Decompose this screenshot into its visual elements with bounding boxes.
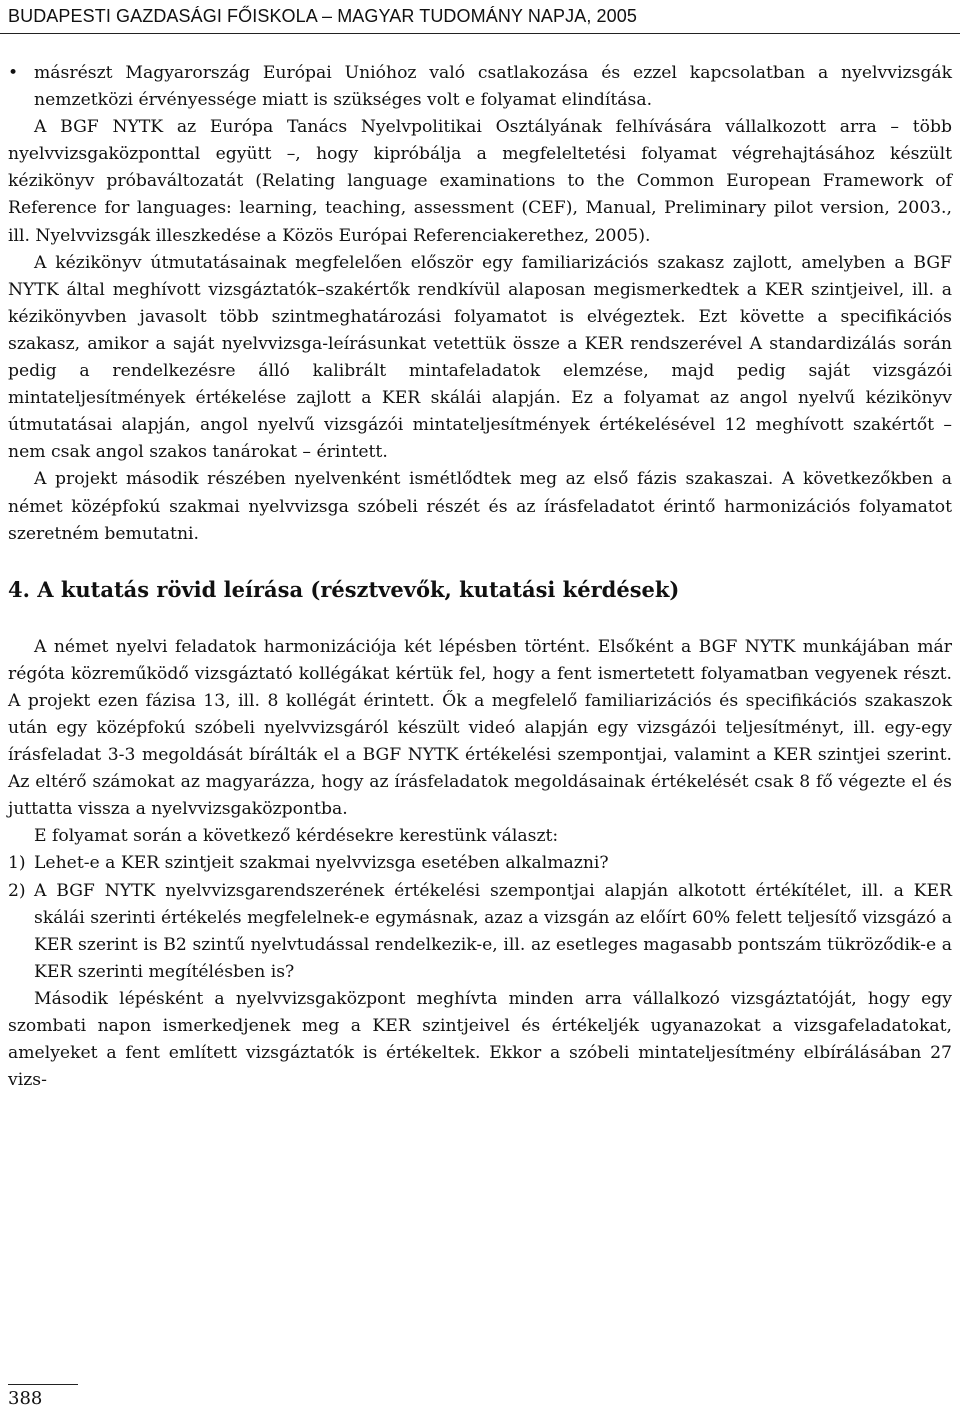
paragraph-1: A BGF NYTK az Európa Tanács Nyelvpolitikai Osztályának felhívására vállalkozott arra – több nyelvvizsgaközponttal együtt –, hogy kipróbálja a megfeleltetési folyamat végrehajtásához készült kézikönyv próbaváltozatát (Relating language examinations to the Common European Framework of Reference for languages: learning, teaching, assessment (CEF), Manual, Preliminary pilot version, 2003., ill. Nyelvvizsgák illeszkedése a Közös Európai Referenciakerethez, 2005).: [8, 117, 952, 246]
question-2: [8, 878, 952, 986]
running-head: BUDAPESTI GAZDASÁGI FŐISKOLA – MAGYAR TUDOMÁNY NAPJA, 2005: [8, 6, 637, 26]
paragraph-3: A projekt második részében nyelvenként ismétlődtek meg az első fázis szakaszai. A következőkben a német középfokú szakmai nyelvvizsga szóbeli részét és az írásfeladatot érintő harmonizációs folyamatot szeretném bemutatni.: [8, 469, 952, 544]
paragraph-6: Második lépésként a nyelvvizsgaközpont meghívta minden arra vállalkozó vizsgáztatóját, hogy egy szombati napon ismerkedjenek meg a KER szintjeivel és értékeljék ugyanazokat a vizsgafeladatokat, amelyeket a fent említett vizsgáztatók is értékeltek. Ekkor a szóbeli mintateljesítmény elbírálásában 27 vizs-: [8, 988, 952, 1091]
question-1: [8, 850, 952, 877]
header-rule: [0, 33, 960, 34]
paragraph-4: A német nyelvi feladatok harmonizációja két lépésben történt. Elsőként a BGF NYTK munkájában már régóta közreműködő vizsgáztató kollégákat kértük fel, hogy a fent ismertetett folyamatban vegyenek részt. A projekt ezen fázisa 13, ill. 8 kollégát érintett. Ők a megfelelő familiarizációs és specifikációs szakaszok után egy középfokú szóbeli nyelvvizsgáról készült videó alapján egy vizsgázói teljesítményt, ill. egy-egy írásfeladat 3-3 megoldását bírálták el a BGF NYTK értékelési szempontjai, valamint a KER szintjei szerint. Az eltérő számokat az magyarázza, hogy az írásfeladatok megoldásainak értékelését csak 8 fő végezte el és juttatta vissza a nyelvvizsgaközpontba.: [8, 636, 952, 820]
page-number: 388: [8, 1388, 43, 1409]
bullet-item: [8, 60, 952, 114]
body-text: [8, 60, 952, 1094]
paragraph-5: E folyamat során a következő kérdésekre kerestünk választ:: [34, 826, 559, 847]
bullet-item-text: másrészt Magyarország Európai Unióhoz való csatlakozása és ezzel kapcsolatban a nyelvvizsgák nemzetközi érvényessége miatt is szükséges volt e folyamat elindítása.: [34, 63, 952, 111]
bullet-marker: •: [8, 63, 19, 83]
question-2-number: 2): [8, 880, 26, 901]
paragraph-2: A kézikönyv útmutatásainak megfelelően először egy familiarizációs szakasz zajlott, amelyben a BGF NYTK által meghívott vizsgáztatók–szakértők rendkívül alaposan megismerkedtek a KER szintjeivel, ill. a kézikönyvben javasolt több szintmeghatározási folyamatot is elvégeztek. Ezt követte a specifikációs szakasz, amikor a saját nyelvvizsga-leírásunkat vetettük össze a KER rendszerével A standardizálás során pedig a rendelkezésre álló kalibrált mintafeladatok elemzése, majd pedig saját vizsgázói mintateljesítmények értékelése zajlott a KER skálái alapján. Ez a folyamat az angol nyelvű kézikönyv útmutatásai alapján, angol nyelvű vizsgázói mintateljesítmények értékelésével 12 meghívott szakértőt – nem csak angol szakos tanárokat – érintett.: [8, 252, 952, 463]
question-1-number: 1): [8, 853, 26, 874]
footer-rule: [8, 1384, 78, 1385]
question-2-text: A BGF NYTK nyelvvizsgarendszerének értékelési szempontjai alapján alkotott értékítélet, ill. a KER skálái szerinti értékelés megfelelnek-e egymásnak, azaz a vizsgán az előírt 60% felett teljesítő vizsgázó a KER szerint is B2 szintű nyelvtudással rendelkezik-e, ill. az esetleges magasabb pontszám tükröződik-e a KER szerinti megítélésben is?: [34, 880, 952, 982]
section-heading: 4. A kutatás rövid leírása (résztvevők, kutatási kérdések): [8, 576, 680, 602]
question-1-text: Lehet-e a KER szintjeit szakmai nyelvvizsga esetében alkalmazni?: [34, 853, 609, 874]
